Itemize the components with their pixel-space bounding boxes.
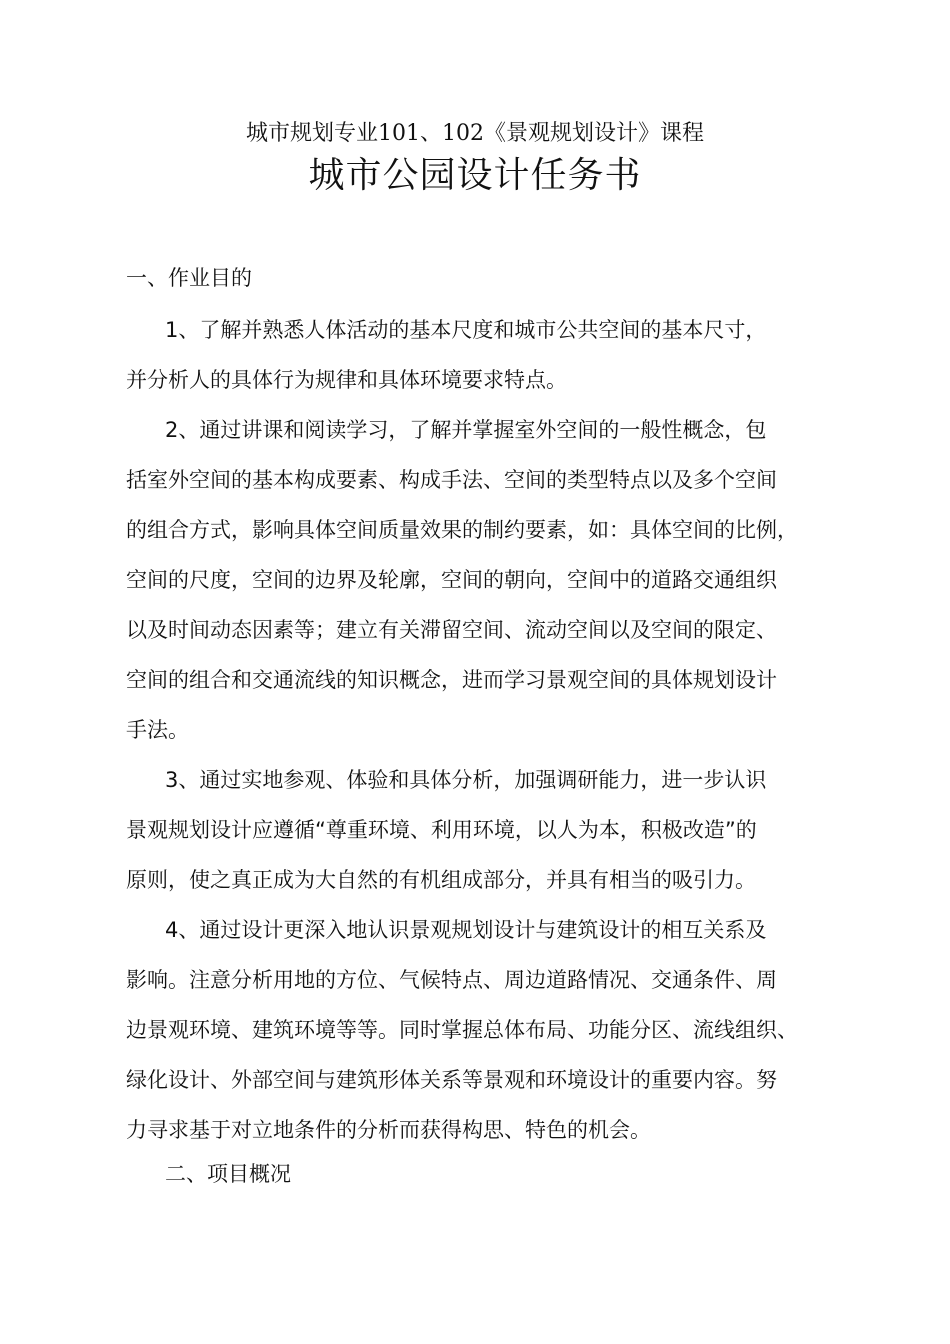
- paragraph-line: 空间的组合和交通流线的知识概念，进而学习景观空间的具体规划设计: [126, 668, 777, 692]
- paragraph-line: 以及时间动态因素等；建立有关滞留空间、流动空间以及空间的限定、: [126, 618, 777, 642]
- paragraph-line: 的组合方式，影响具体空间质量效果的制约要素，如：具体空间的比例，: [126, 518, 798, 542]
- paragraph-line: 景观规划设计应遵循“尊重环境、利用环境，以人为本，积极改造”的: [126, 818, 757, 842]
- paragraph-line: 2、通过讲课和阅读学习，了解并掌握室外空间的一般性概念，包: [165, 418, 767, 442]
- paragraph-line: 手法。: [126, 718, 189, 742]
- paragraph-line: 3、通过实地参观、体验和具体分析，加强调研能力，进一步认识: [165, 768, 767, 792]
- paragraph-2: [126, 405, 836, 755]
- paragraph-line: 原则，使之真正成为大自然的有机组成部分，并具有相当的吸引力。: [126, 868, 756, 892]
- course-line: 城市规划专业101、102《景观规划设计》课程: [246, 121, 704, 146]
- section-heading-project-overview: 二、项目概况: [165, 1162, 291, 1186]
- paragraph-line: 4、通过设计更深入地认识景观规划设计与建筑设计的相互关系及: [165, 918, 767, 942]
- paragraph-line: 边景观环境、建筑环境等等。同时掌握总体布局、功能分区、流线组织、: [126, 1018, 798, 1042]
- paragraph-line: 绿化设计、外部空间与建筑形体关系等景观和环境设计的重要内容。努: [126, 1068, 777, 1092]
- document-title: 城市公园设计任务书: [308, 155, 642, 196]
- section-heading-objectives: 一、作业目的: [126, 266, 252, 290]
- paragraph-line: 影响。注意分析用地的方位、气候特点、周边道路情况、交通条件、周: [126, 968, 777, 992]
- paragraph-line: 括室外空间的基本构成要素、构成手法、空间的类型特点以及多个空间: [126, 468, 777, 492]
- paragraph-line: 1、了解并熟悉人体活动的基本尺度和城市公共空间的基本尺寸，: [165, 318, 767, 342]
- paragraph-line: 力寻求基于对立地条件的分析而获得构思、特色的机会。: [126, 1118, 651, 1142]
- paragraph-3: [126, 755, 836, 905]
- paragraph-line: 并分析人的具体行为规律和具体环境要求特点。: [126, 368, 567, 392]
- paragraph-4: [126, 905, 836, 1155]
- paragraph-1: [126, 305, 836, 405]
- paragraph-line: 空间的尺度，空间的边界及轮廓，空间的朝向，空间中的道路交通组织: [126, 568, 777, 592]
